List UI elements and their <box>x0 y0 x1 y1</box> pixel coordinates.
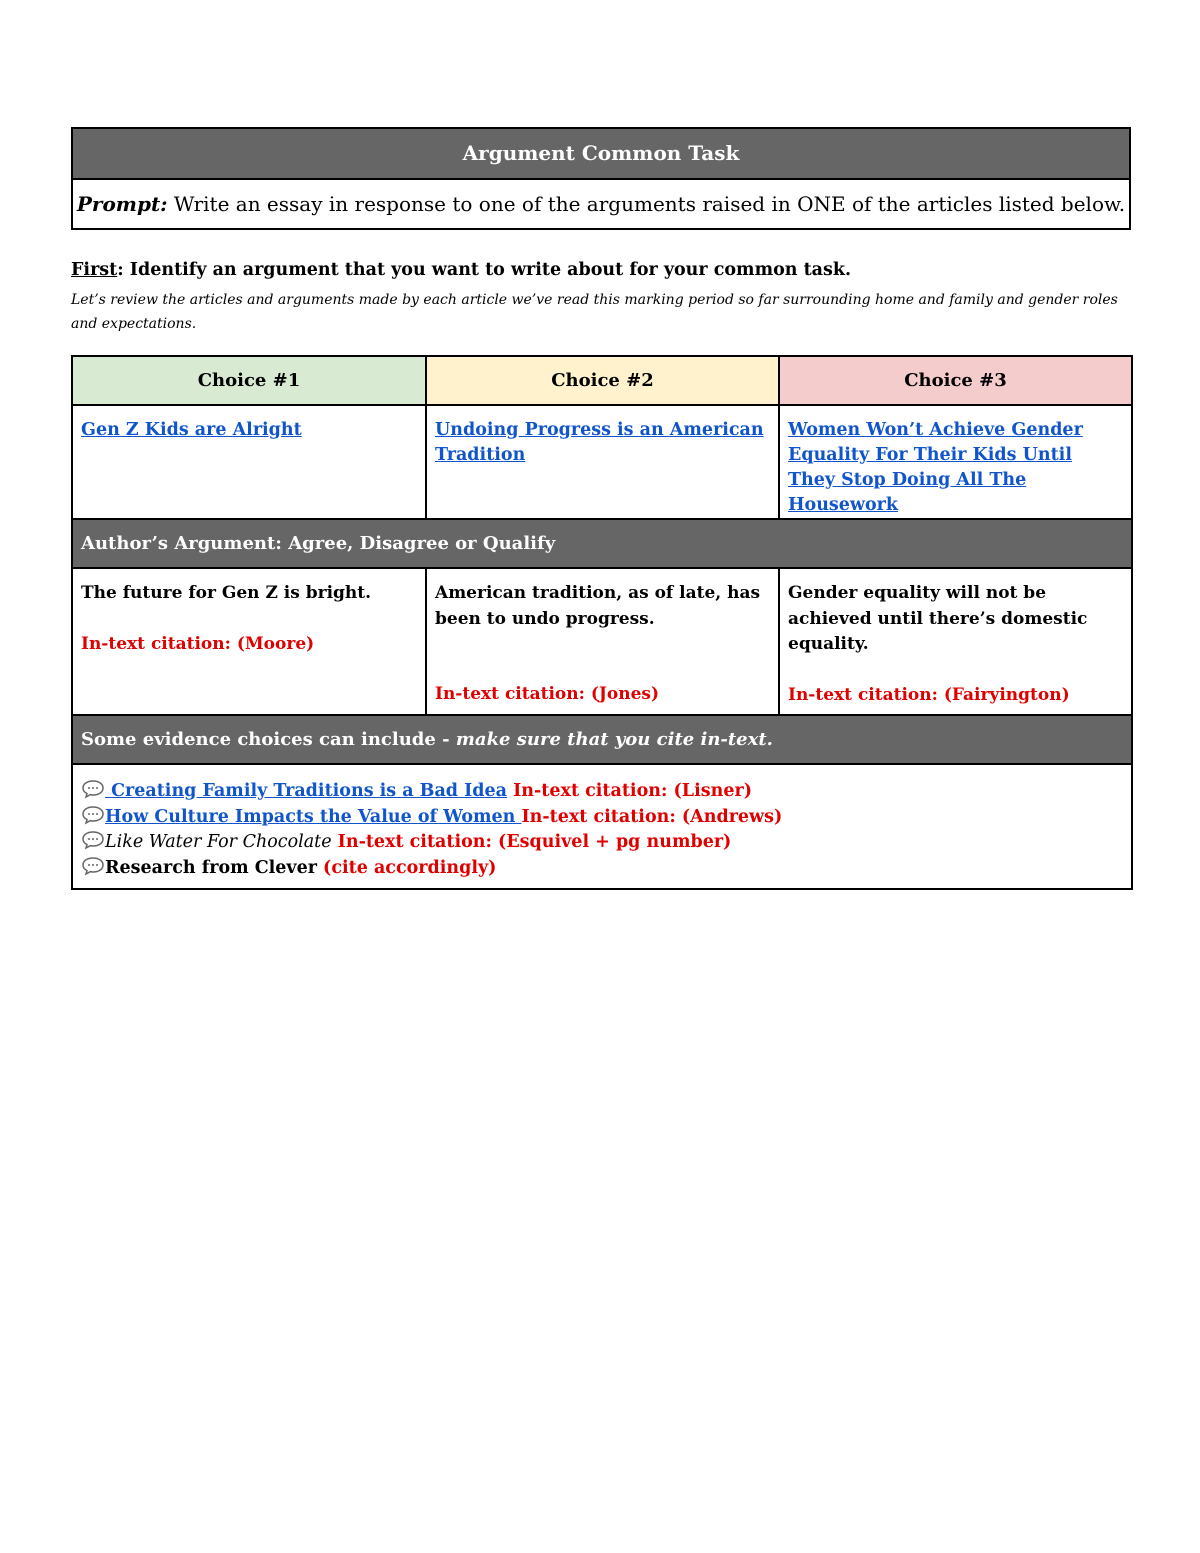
choice-3-citation: In-text citation: (Fairyington) <box>788 684 1070 705</box>
choice-3-article-link[interactable]: Women Won’t Achieve Gender Equality For Their Kids Until They Stop Doing All The Housework <box>788 420 1083 515</box>
evidence-item <box>81 779 1123 805</box>
arguments-row <box>72 568 1132 715</box>
choice-3-link-cell <box>779 405 1132 519</box>
choice-1-header: Choice #1 <box>72 356 426 405</box>
choice-2-link-cell <box>426 405 779 519</box>
choices-table <box>71 355 1133 890</box>
evidence-citation-andrews: In-text citation: (Andrews) <box>521 806 783 827</box>
evidence-band <box>72 715 1132 764</box>
choice-2-argument-cell <box>426 568 779 715</box>
choice-1-link-cell <box>72 405 426 519</box>
prompt-label: Prompt: <box>76 192 168 216</box>
choice-1-argument-cell <box>72 568 426 715</box>
speech-bubble-icon <box>81 779 105 799</box>
choice-2-argument: American tradition, as of late, has been to undo progress. <box>435 583 761 629</box>
evidence-research-clever: Research from Clever <box>105 857 317 878</box>
speech-bubble-icon <box>81 805 105 825</box>
choice-2-article-link[interactable]: Undoing Progress is an American Tradition <box>435 420 764 465</box>
author-argument-heading: Author’s Argument: Agree, Disagree or Qualify <box>72 519 1132 568</box>
evidence-item <box>81 856 1123 882</box>
speech-bubble-icon <box>81 830 105 850</box>
evidence-item <box>81 805 1123 831</box>
first-text: : Identify an argument that you want to write about for your common task. <box>117 260 852 280</box>
evidence-link-family-traditions[interactable]: Creating Family Traditions is a Bad Idea <box>105 781 508 801</box>
first-label: First <box>71 260 118 280</box>
choice-3-argument: Gender equality will not be achieved until there’s domestic equality. <box>788 583 1088 654</box>
evidence-novel-title: Like Water For Chocolate <box>105 832 332 852</box>
evidence-citation-esquivel: In-text citation: (Esquivel + pg number) <box>331 832 732 852</box>
article-links-row <box>72 405 1132 519</box>
evidence-heading-text: Some evidence choices can include - <box>81 729 456 750</box>
choice-1-argument: The future for Gen Z is bright. <box>81 583 372 603</box>
evidence-citation-accordingly: (cite accordingly) <box>316 857 497 878</box>
title-table <box>71 127 1131 230</box>
page-title: Argument Common Task <box>73 129 1129 180</box>
choices-header-row <box>72 356 1132 405</box>
evidence-cell <box>72 764 1132 889</box>
choice-2-header: Choice #2 <box>426 356 779 405</box>
first-instruction <box>71 260 851 280</box>
choice-1-citation: In-text citation: (Moore) <box>81 633 315 654</box>
prompt-row <box>73 180 1129 228</box>
choice-2-citation: In-text citation: (Jones) <box>435 684 660 704</box>
evidence-heading <box>72 715 1132 764</box>
speech-bubble-icon <box>81 856 105 876</box>
evidence-heading-italic: make sure that you cite in-text. <box>455 729 773 750</box>
evidence-item <box>81 830 1123 856</box>
evidence-link-culture-value-women[interactable]: How Culture Impacts the Value of Women <box>105 806 522 827</box>
choice-3-header: Choice #3 <box>779 356 1132 405</box>
choice-1-article-link[interactable]: Gen Z Kids are Alright <box>81 420 302 440</box>
prompt-text: Write an essay in response to one of the arguments raised in ONE of the articles listed below. <box>167 192 1126 216</box>
evidence-row <box>72 764 1132 889</box>
evidence-citation-lisner: In-text citation: (Lisner) <box>507 781 752 801</box>
choice-3-argument-cell <box>779 568 1132 715</box>
intro-note: Let’s review the articles and arguments made by each article we’ve read this marking period so far surrounding home and family and gender roles and expectations. <box>71 292 1118 332</box>
author-argument-band <box>72 519 1132 568</box>
